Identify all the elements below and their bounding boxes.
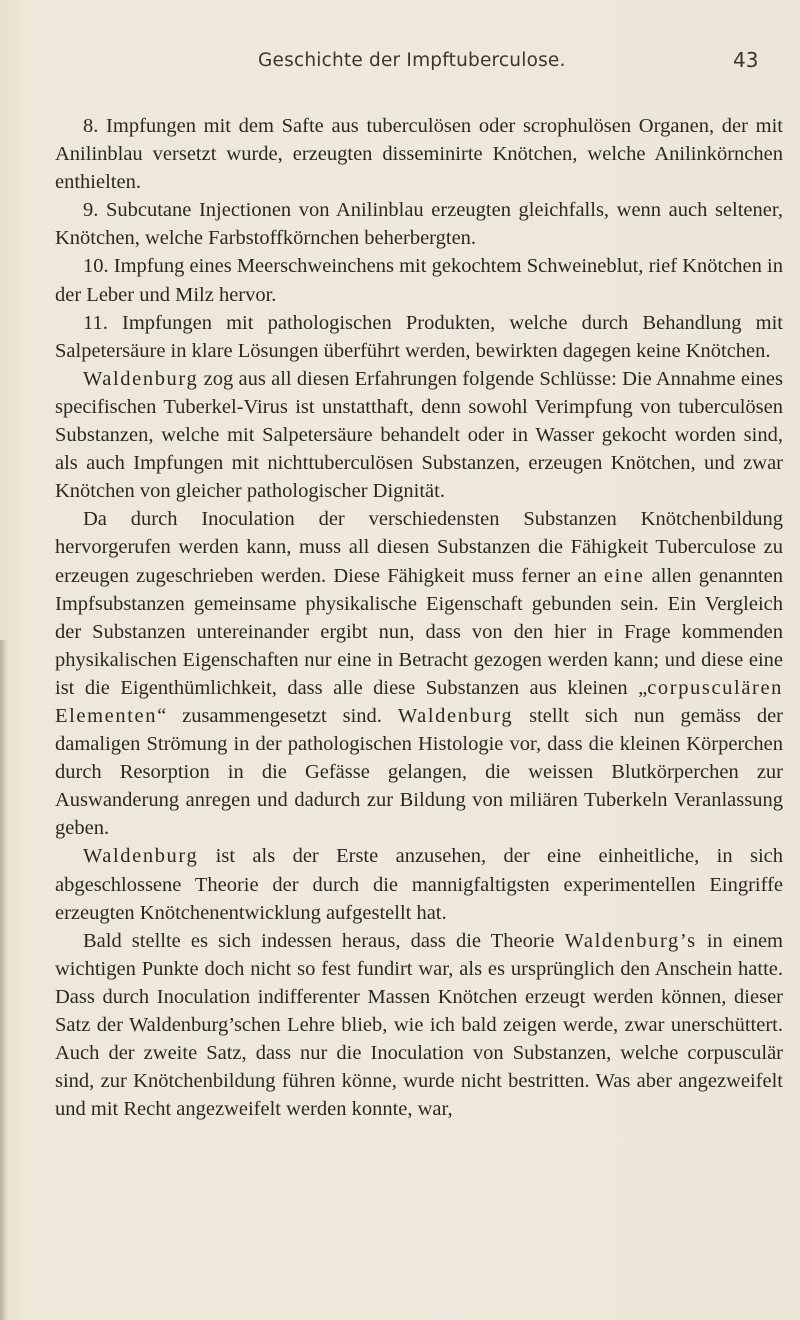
text-run: 9. Subcutane Injectionen von Anilinblau erzeugten gleichfalls, wenn auch seltener, Knötchen, welche Farbstoffkörnchen beherbergten. xyxy=(55,199,783,250)
spaced-emphasis: eine xyxy=(603,564,645,587)
paragraph xyxy=(55,196,783,252)
paragraph xyxy=(55,365,783,505)
page-binding-shadow xyxy=(0,640,8,1320)
spaced-emphasis: Waldenburg xyxy=(83,845,199,868)
text-run: “ zusammengesetzt sind. xyxy=(157,704,398,727)
paragraph xyxy=(55,842,783,926)
paragraph xyxy=(55,112,783,196)
paragraph xyxy=(55,505,783,842)
text-run: Bald stellte es sich indessen heraus, dass die Theorie xyxy=(83,929,565,952)
text-run: 8. Impfungen mit dem Safte aus tuberculösen oder scrophulösen Organen, der mit Anilinblau versetzt wurde, erzeugten disseminirte Knötchen, welche Anilinkörnchen enthielten. xyxy=(55,115,783,194)
spaced-emphasis: Waldenburg xyxy=(397,704,514,727)
text-run: allen genannten Impfsubstanzen gemeinsame physikalische Eigenschaft gebunden sein. Ein Vergleich der Substanzen untereinander ergibt nun, dass von den hier in Frage kommenden physikalischen Eigenschaften nur eine in Betracht gezogen werden kann; und diese eine ist die Eigenthümlichkeit, dass alle diese Substanzen aus kleinen „ xyxy=(55,564,783,699)
text-run: Da durch Inoculation der verschiedensten Substanzen Knötchenbildung hervorgerufen werden kann, muss all diesen Substanzen die Fähigkeit Tuberculose zu erzeugen zugeschrieben werden. Diese Fähigkeit muss ferner an xyxy=(55,508,783,587)
page-number: 43 xyxy=(733,48,759,72)
paragraph xyxy=(55,927,783,1124)
text-run: zog aus all diesen Erfahrungen folgende Schlüsse: Die Annahme eines specifischen Tuberkel-Virus ist unstatthaft, denn sowohl Verimpfung von tuberculösen Substanzen, welche mit Salpetersäure behandelt oder in Wasser gekocht worden sind, als auch Impfungen mit nichttuberculösen Substanzen, erzeugen Knötchen, und zwar Knötchen von gleicher pathologischer Dignität. xyxy=(55,367,783,503)
running-title: Geschichte der Impftuberculose. xyxy=(258,50,566,71)
paragraph xyxy=(55,309,783,365)
spaced-emphasis: Waldenburg’s xyxy=(564,929,697,952)
text-run: ist als der Erste anzusehen, der eine einheitliche, in sich abgeschlossene Theorie der durch die mannigfaltigsten experimentellen Eingriffe erzeugten Knötchenentwicklung aufgestellt hat. xyxy=(55,845,783,924)
spaced-emphasis: Waldenburg xyxy=(83,367,199,390)
text-run: stellt sich nun gemäss der damaligen Strömung in der pathologischen Histologie vor, dass die kleinen Körperchen durch Resorption in die Gefässe gelangen, die weissen Blutkörperchen zur Auswanderung anregen und dadurch zur Bildung von miliären Tuberkeln Veranlassung geben. xyxy=(55,704,784,840)
text-run: 11. Impfungen mit pathologischen Produkten, welche durch Behandlung mit Salpetersäure in klare Lösungen überführt werden, bewirkten dagegen keine Knötchen. xyxy=(55,311,783,362)
text-run: 10. Impfung eines Meerschweinchens mit gekochtem Schweineblut, rief Knötchen in der Leber und Milz hervor. xyxy=(55,255,783,306)
page-header xyxy=(0,46,800,78)
text-run: in einem wichtigen Punkte doch nicht so fest fundirt war, als es ursprünglich den Anschein hatte. Dass durch Inoculation indifferenter Massen Knötchen erzeugt werden können, dieser Satz der Waldenburg’schen Lehre blieb, wie ich bald zeigen werde, zwar unerschüttert. Auch der zweite Satz, dass nur die Inoculation von Substanzen, welche corpusculär sind, zur Knötchenbildung führen könne, wurde nicht bestritten. Was aber angezweifelt und mit Recht angezweifelt werden konnte, war, xyxy=(55,929,783,1121)
paragraph xyxy=(55,252,783,308)
spaced-emphasis: corpusculären Elementen xyxy=(55,676,783,727)
body-text xyxy=(55,112,783,1123)
